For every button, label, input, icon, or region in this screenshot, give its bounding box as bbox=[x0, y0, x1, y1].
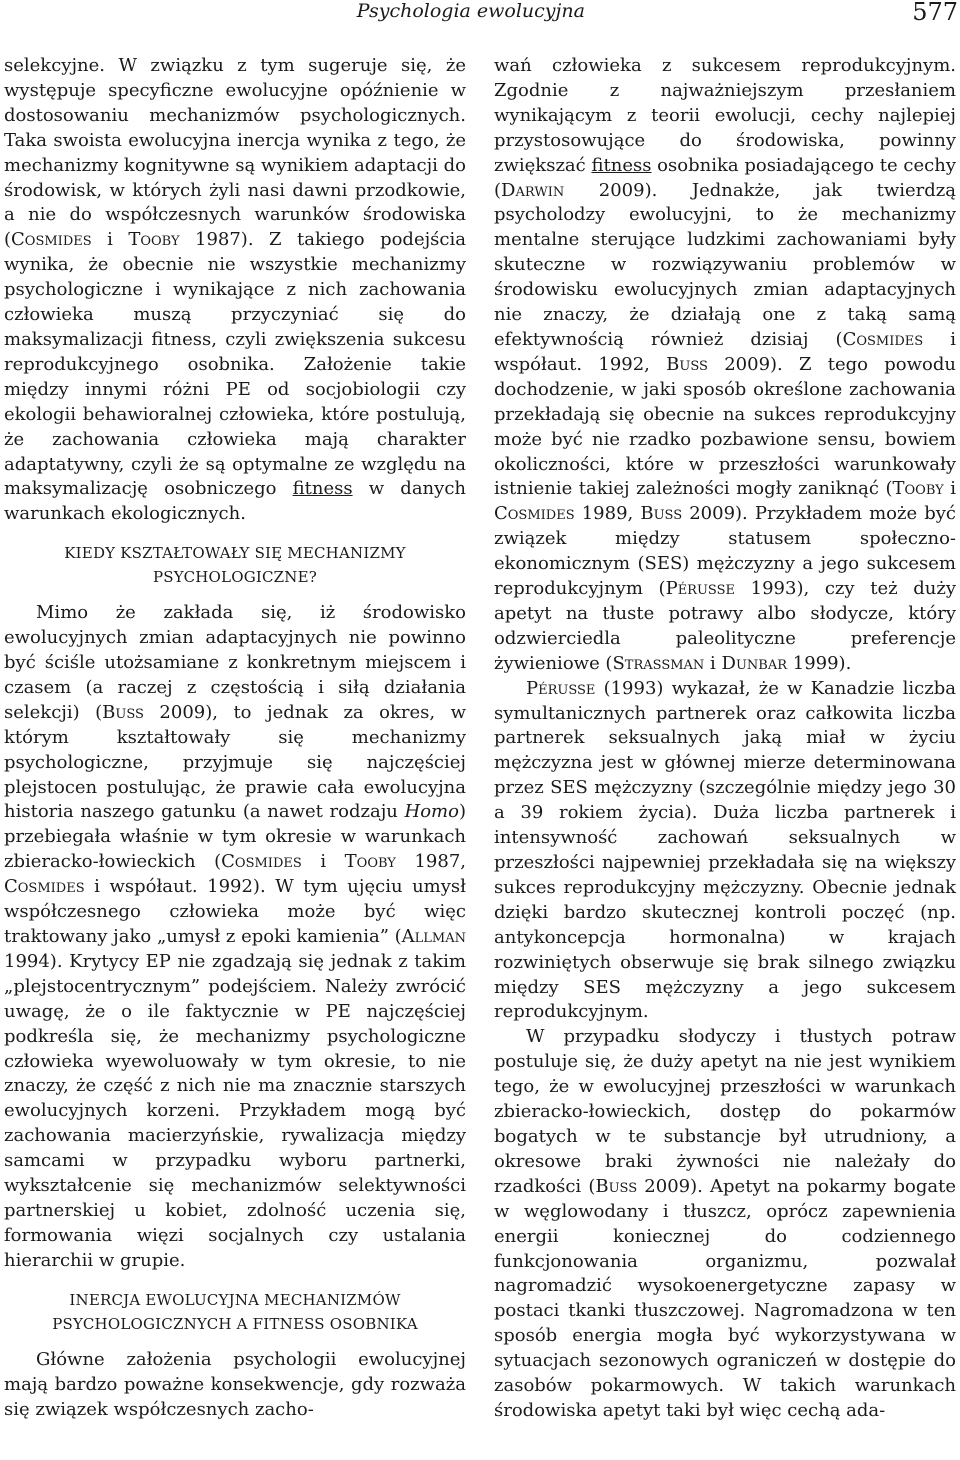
italic-term: Homo bbox=[404, 801, 459, 823]
citation-author: Cosmides bbox=[494, 503, 575, 525]
citation-author: Allman bbox=[401, 926, 466, 947]
citation-author: Tooby bbox=[892, 478, 944, 500]
citation-author: Buss bbox=[640, 503, 683, 525]
citation-author: Pérusse bbox=[526, 677, 596, 699]
section-heading: INERCJA EWOLUCYJNA MECHANIZMÓW PSYCHOLOGICZNYCH A FITNESS OSOBNIKA bbox=[52, 1290, 418, 1333]
citation-author: Tooby bbox=[128, 229, 180, 251]
paragraph: Pérusse (1993) wykazał, że w Kanadzie liczba symultanicznych partnerek oraz całkowita liczba partnerek seksualnych jaką miał w życiu mężczyzna jest w głównej mierze determinowana przez SES mężczyzny (szczególnie między jego 30 a 39 rokiem życia). Duża liczba partnerek i intensywność zachowań seksualnych w przeszłości najpewniej przekładała się na większy sukces reprodukcyjny mężczyzny. Obecnie jednak dzięki bardzo skutecznej kontroli poczęć (np. antykoncepcja hormonalna) w krajach rozwiniętych obserwuje się brak silnego związku między SES mężczyzny a jego sukcesem reprodukcyjnym. bbox=[494, 677, 956, 1023]
page-header bbox=[0, 0, 960, 40]
paragraph: wań człowieka z sukcesem reprodukcyjnym. Zgodnie z najważniejszym przesłaniem wynikającym z teorii ewolucji, cechy najlepiej przystosowujące do środowiska, powinny zwiększać fitness osobnika posiadającego te cechy (Darwin 2009). Jednakże, jak twierdzą psycholodzy ewolucyjni, to że mechanizmy mentalne sterujące ludzkimi zachowaniami były skuteczne w rozwiązywaniu problemów w środowisku ewolucyjnych zmian adaptacyjnych nie znaczy, że działają one z taką samą efektywnością również dzisiaj (Cosmides i współaut. 1992, Buss 2009). Z tego powodu dochodzenie, w jaki sposób określone zachowania przekładają się obecnie na sukces reprodukcyjny może być nie rzadko pozbawione sensu, bowiem okoliczności, które w przeszłości warunkowały istnienie takiej zależności mogły zaniknąć (Tooby i Cosmides 1989, Buss 2009). Przykładem może być związek między statusem społeczno-ekonomicznym (SES) mężczyzny a jego sukcesem reprodukcyjnym (Pérusse 1993), czy też duży apetyt na tłuste potrawy albo słodycze, który odzwierciedla paleolityczne preferencje żywieniowe (Strassman i Dunbar 1999). bbox=[494, 55, 957, 674]
underlined-term: fitness bbox=[292, 478, 353, 500]
citation-author: Pérusse bbox=[665, 578, 735, 600]
citation-author: Cosmides bbox=[221, 851, 302, 873]
paragraph: selekcyjne. W związku z tym sugeruje się, że występuje specyficzne ewolucyjne opóźnienie w dostosowaniu mechanizmów psychologicznych. Taka swoista ewolucyjna inercja wynika z tego, że mechanizmy kognitywne są wynikiem adaptacji do środowisk, w których żyli nasi dawni przodkowie, a nie do współczesnych warunków środowiska (Cosmides i Tooby 1987). Z takiego podejścia wynika, że obecnie nie wszystkie mechanizmy psychologiczne i wynikające z nich zachowania człowieka muszą przyczyniać się do maksymalizacji fitness, czyli zwiększenia sukcesu reprodukcyjnego osobnika. Założenie takie między innymi różni PE od socjobiologii czy ekologii behawioralnej człowieka, które postulują, że zachowania człowieka mają charakter adaptatywny, czyli że są optymalne ze względu na maksymalizację osobniczego fitness w danych warunkach ekologicznych. bbox=[4, 55, 467, 525]
section-heading: KIEDY KSZTAŁTOWAŁY SIĘ MECHANIZMY PSYCHOLOGICZNE? bbox=[64, 544, 406, 587]
citation-author: Buss bbox=[102, 701, 144, 723]
citation-author: Dunbar bbox=[721, 652, 788, 674]
paragraph: W przypadku słodyczy i tłustych potraw postuluje się, że duży apetyt na nie jest wynikiem tego, że w ewolucyjnej przeszłości w warunkach zbieracko-łowieckich, dostęp do pokarmów bogatych w te substancje był utrudniony, a okresowe braki żywności nie należały do rzadkości (Buss 2009). Apetyt na pokarmy bogate w węglowodany i tłuszcz, oprócz zapewnienia energii koniecznej do codziennego funkcjonowania organizmu, pozwalał nagromadzić wysokoenergetyczne zapasy w postaci tkanki tłuszczowej. Nagromadzona w ten sposób energia mogła być wykorzystywana w sytuacjach sezonowych ograniczeń w dostępie do zasobów pokarmowych. W takich warunkach środowiska apetyt taki był więc cechą ada- bbox=[494, 1026, 957, 1421]
citation-author: Darwin bbox=[501, 179, 565, 201]
underlined-term: fitness bbox=[591, 154, 652, 176]
page-number: 577 bbox=[912, 0, 958, 26]
paragraph: Główne założenia psychologii ewolucyjnej mają bardzo poważne konsekwencje, gdy rozważa się związek współczesnych zacho- bbox=[4, 1348, 466, 1420]
citation-author: Cosmides bbox=[11, 229, 92, 251]
citation-author: Buss bbox=[666, 353, 708, 375]
citation-author: Cosmides bbox=[842, 328, 924, 350]
right-column bbox=[494, 54, 956, 1424]
paragraph: Mimo że zakłada się, iż środowisko ewolucyjnych zmian adaptacyjnych nie powinno być ściśle utożsamiane z konkretnym miejscem i czasem (a raczej z częstością i siłą działania selekcji) (Buss 2009), to jednak za okres, w którym kształtowały się mechanizmy psychologiczne, przyjmuje się najczęściej plejstocen postulując, że prawie cała ewolucyjna historia naszego gatunku (a nawet rodzaju Homo) przebiegała właśnie w tym okresie w warunkach zbieracko-łowieckich (Cosmides i Tooby 1987, Cosmides i współaut. 1992). W tym ujęciu umysł współczesnego człowieka może być więc traktowany jako „umysł z epoki kamienia” (Allman 1994). Krytycy EP nie zgadzają się jednak z takim „plejstocentrycznym” podejściem. Należy zwrócić uwagę, że o ile faktycznie w PE najczęściej podkreśla się, że mechanizmy psychologiczne człowieka wyewoluowały w tym okresie, to nie znaczy, że część z nich nie ma znacznie starszych ewolucyjnych korzeni. Przykładem mogą być zachowania macierzyńskie, rywalizacja między samcami w przypadku wyboru partnerki, wykształcenie się mechanizmów selektywności partnerskiej u kobiet, zdolność uczenia się, formowania więzi socjalnych czy ustalania hierarchii w grupie. bbox=[4, 602, 466, 1271]
citation-author: Tooby bbox=[344, 851, 396, 873]
running-title: Psychologia ewolucyjna bbox=[356, 0, 585, 22]
citation-author: Strassman bbox=[612, 652, 705, 674]
citation-author: Buss bbox=[595, 1175, 638, 1197]
left-column bbox=[4, 54, 466, 1422]
citation-author: Cosmides bbox=[4, 876, 85, 898]
